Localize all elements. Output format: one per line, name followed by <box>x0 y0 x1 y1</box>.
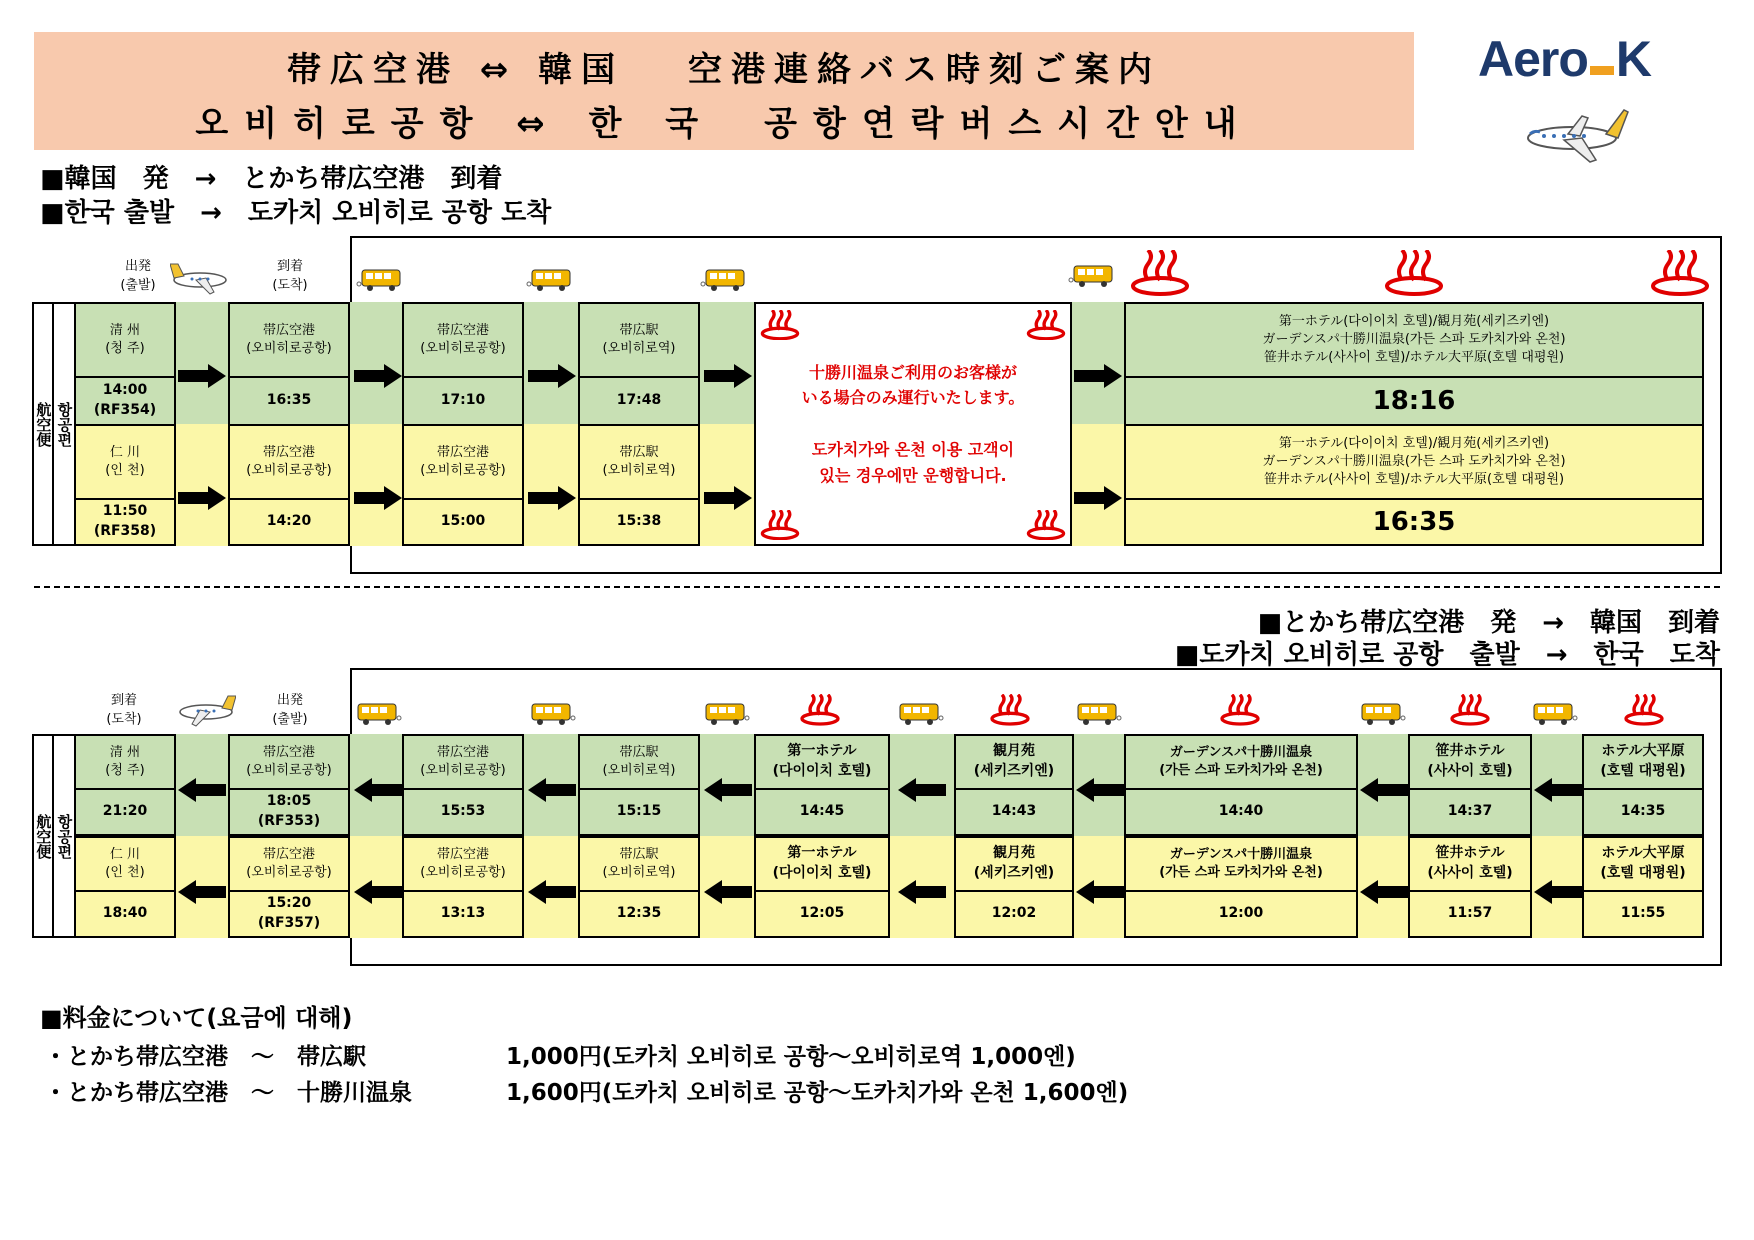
stop-name-cell: 帯広空港 (오비히로공항) <box>402 734 524 790</box>
notice-ko: 도카치가와 온천 이용 고객이 있는 경우에만 운행합니다. <box>811 440 1015 485</box>
hot-spring-icon <box>760 510 800 540</box>
airplane-icon <box>172 690 236 730</box>
outbound-col-arrive: 到着 (도착) <box>272 259 308 293</box>
time-cell: 15:00 <box>402 498 524 546</box>
stop-name-cell: 帯広駅 (오비히로역) <box>578 302 700 378</box>
flight-label-ko: 항공편 <box>52 302 76 546</box>
arrow-right-icon <box>704 364 752 388</box>
time-cell: 13:13 <box>402 890 524 938</box>
arrow-right-icon <box>528 364 576 388</box>
onsen-notice-box <box>754 302 1072 546</box>
stop-name-cell: ガーデンスパ十勝川温泉 (가든 스파 도카치가와 온천) <box>1124 836 1358 892</box>
time-cell: 11:57 <box>1408 890 1532 938</box>
arrow-left-icon <box>1076 778 1124 802</box>
arrow-left-icon <box>178 778 226 802</box>
time-cell: 18:40 <box>74 890 176 938</box>
outbound-title-ja: ■韓国 発 → とかち帯広空港 到着 <box>40 164 503 194</box>
time-cell: 14:40 <box>1124 788 1358 836</box>
stop-name-cell: ホテル大平原 (호텔 대평원) <box>1582 836 1704 892</box>
stop-name-cell: 帯広駅 (오비히로역) <box>578 424 700 500</box>
stop-name-cell: 観月苑 (세키즈키엔) <box>954 734 1074 790</box>
destination-cell: 清 州 (청 주) <box>74 734 176 790</box>
arrow-left-icon <box>1076 880 1124 904</box>
bus-icon <box>1360 702 1406 726</box>
hotels-cell: 第一ホテル(다이이치 호텔)/観月苑(세키즈키엔) ガーデンスパ十勝川温泉(가든 스파 도카치가와 온천) 笹井ホテル(사사이 호텔)/ホテル大平原(호텔 대평원) <box>1124 302 1704 378</box>
stop-name-cell: 帯広空港 (오비히로공항) <box>228 734 350 790</box>
inbound-title-ko: ■도카치 오비히로 공항 출발 → 한국 도착 <box>1174 640 1720 670</box>
arrow-left-icon <box>704 880 752 904</box>
fare-route: ・とかち帯広空港 ～ 帯広駅 <box>44 1044 366 1070</box>
logo-text-left: Aero <box>1478 31 1588 87</box>
arrow-left-icon <box>1360 880 1408 904</box>
time-cell: 17:10 <box>402 376 524 426</box>
inbound-col-depart: 出発 (출발) <box>272 693 308 727</box>
outbound-col-depart: 出発 (출발) <box>120 259 156 293</box>
stop-name-cell: ホテル大平原 (호텔 대평원) <box>1582 734 1704 790</box>
bus-icon <box>526 268 572 292</box>
hot-spring-icon <box>1384 250 1444 296</box>
flight-label-ko: 항공편 <box>52 734 76 938</box>
time-cell: 14:45 <box>754 788 890 836</box>
fare-route: ・とかち帯広空港 ～ 十勝川温泉 <box>44 1080 412 1106</box>
hotel-time-cell: 18:16 <box>1124 376 1704 426</box>
fares-title: ■料金について(요금에 대해) <box>40 1004 353 1032</box>
bus-icon <box>700 268 746 292</box>
page-title-ja: 帯広空港 ⇔ 韓国 空港連絡バス時刻ご案内 <box>287 50 1161 90</box>
origin-cell: 仁 川 (인 천) <box>74 424 176 500</box>
destination-cell: 仁 川 (인 천) <box>74 836 176 892</box>
stop-name-cell: 帯広空港 (오비히로공항) <box>228 424 350 500</box>
stop-name-cell: 帯広空港 (오비히로공항) <box>402 424 524 500</box>
stop-name-cell: 第一ホテル (다이이치 호텔) <box>754 734 890 790</box>
stop-name-cell: 笹井ホテル (사사이 호텔) <box>1408 734 1532 790</box>
outbound-title-ko: ■한국 출발 → 도카치 오비히로 공항 도착 <box>40 198 552 228</box>
arrow-right-icon <box>178 364 226 388</box>
arrow-right-icon <box>354 364 402 388</box>
section-divider <box>34 586 1720 588</box>
stop-name-cell: 帯広空港 (오비히로공항) <box>228 836 350 892</box>
airplane-icon <box>1520 104 1630 170</box>
fare-price: 1,600円(도카치 오비히로 공항～도카치가와 온천 1,600엔) <box>506 1080 1129 1106</box>
time-cell: 14:20 <box>228 498 350 546</box>
hot-spring-icon <box>760 310 800 340</box>
bus-icon <box>356 702 402 726</box>
flight-time-cell: 15:20 (RF357) <box>228 890 350 938</box>
flight-time-cell: 14:00 (RF354) <box>74 376 176 426</box>
flight-time-cell: 18:05 (RF353) <box>228 788 350 836</box>
bus-icon <box>1076 702 1122 726</box>
time-cell: 14:35 <box>1582 788 1704 836</box>
arrow-left-icon <box>704 778 752 802</box>
stop-name-cell: 観月苑 (세키즈키엔) <box>954 836 1074 892</box>
inbound-col-arrive: 到着 (도착) <box>106 693 142 727</box>
arrow-left-icon <box>898 778 946 802</box>
arrow-left-icon <box>1534 880 1582 904</box>
time-cell: 12:00 <box>1124 890 1358 938</box>
stop-name-cell: 帯広空港 (오비히로공항) <box>402 302 524 378</box>
arrow-right-icon <box>528 486 576 510</box>
time-cell: 15:15 <box>578 788 700 836</box>
arrow-left-icon <box>354 880 402 904</box>
time-cell: 14:37 <box>1408 788 1532 836</box>
arrow-right-icon <box>1074 364 1122 388</box>
arrow-left-icon <box>528 880 576 904</box>
time-cell: 12:35 <box>578 890 700 938</box>
time-cell: 15:53 <box>402 788 524 836</box>
stop-name-cell: 帯広空港 (오비히로공항) <box>228 302 350 378</box>
logo-dash <box>1590 66 1614 75</box>
arrow-left-icon <box>1534 778 1582 802</box>
hot-spring-icon <box>1624 694 1664 726</box>
bus-icon <box>356 268 402 292</box>
hot-spring-icon <box>1450 694 1490 726</box>
hot-spring-icon <box>990 694 1030 726</box>
fare-price: 1,000円(도카치 오비히로 공항～오비히로역 1,000엔) <box>506 1044 1076 1070</box>
arrow-left-icon <box>528 778 576 802</box>
stop-name-cell: 帯広駅 (오비히로역) <box>578 734 700 790</box>
flight-time-cell: 11:50 (RF358) <box>74 498 176 546</box>
time-cell: 17:48 <box>578 376 700 426</box>
arrow-left-icon <box>354 778 402 802</box>
hot-spring-icon <box>1026 310 1066 340</box>
title-banner <box>34 32 1414 150</box>
arrow-right-icon <box>704 486 752 510</box>
hotel-time-cell: 16:35 <box>1124 498 1704 546</box>
time-cell: 16:35 <box>228 376 350 426</box>
hot-spring-icon <box>1026 510 1066 540</box>
stop-name-cell: 第一ホテル (다이이치 호텔) <box>754 836 890 892</box>
hot-spring-icon <box>1650 250 1710 296</box>
stop-name-cell: ガーデンスパ十勝川温泉 (가든 스파 도카치가와 온천) <box>1124 734 1358 790</box>
inbound-title-ja: ■とかち帯広空港 発 → 韓国 到着 <box>1257 608 1720 638</box>
time-cell: 11:55 <box>1582 890 1704 938</box>
flight-label-ja: 航空便 <box>32 302 54 546</box>
stop-name-cell: 帯広空港 (오비히로공항) <box>402 836 524 892</box>
hot-spring-icon <box>1130 250 1190 296</box>
hot-spring-icon <box>1220 694 1260 726</box>
hot-spring-icon <box>800 694 840 726</box>
bus-icon <box>898 702 944 726</box>
arrow-right-icon <box>354 486 402 510</box>
time-cell: 21:20 <box>74 788 176 836</box>
origin-cell: 清 州 (청 주) <box>74 302 176 378</box>
flight-label-ja: 航空便 <box>32 734 54 938</box>
notice-ja: 十勝川温泉ご利用のお客様が いる場合のみ運行いたします。 <box>801 362 1025 408</box>
time-cell: 12:05 <box>754 890 890 938</box>
stop-name-cell: 笹井ホテル (사사이 호텔) <box>1408 836 1532 892</box>
bus-icon <box>530 702 576 726</box>
stop-name-cell: 帯広駅 (오비히로역) <box>578 836 700 892</box>
airplane-icon <box>170 258 234 298</box>
arrow-left-icon <box>178 880 226 904</box>
aero-k-logo <box>1478 30 1651 88</box>
page-title-ko: 오비히로공항 ⇔ 한 국 공항연락버스시간안내 <box>195 104 1253 144</box>
bus-icon <box>1532 702 1578 726</box>
bus-icon <box>704 702 750 726</box>
arrow-right-icon <box>1074 486 1122 510</box>
arrow-left-icon <box>898 880 946 904</box>
arrow-right-icon <box>178 486 226 510</box>
arrow-left-icon <box>1360 778 1408 802</box>
hotels-cell: 第一ホテル(다이이치 호텔)/観月苑(세키즈키엔) ガーデンスパ十勝川温泉(가든 스파 도카치가와 온천) 笹井ホテル(사사이 호텔)/ホテル大平原(호텔 대평원) <box>1124 424 1704 500</box>
time-cell: 15:38 <box>578 498 700 546</box>
time-cell: 14:43 <box>954 788 1074 836</box>
logo-text-right: K <box>1615 31 1652 87</box>
time-cell: 12:02 <box>954 890 1074 938</box>
bus-icon <box>1068 264 1114 288</box>
